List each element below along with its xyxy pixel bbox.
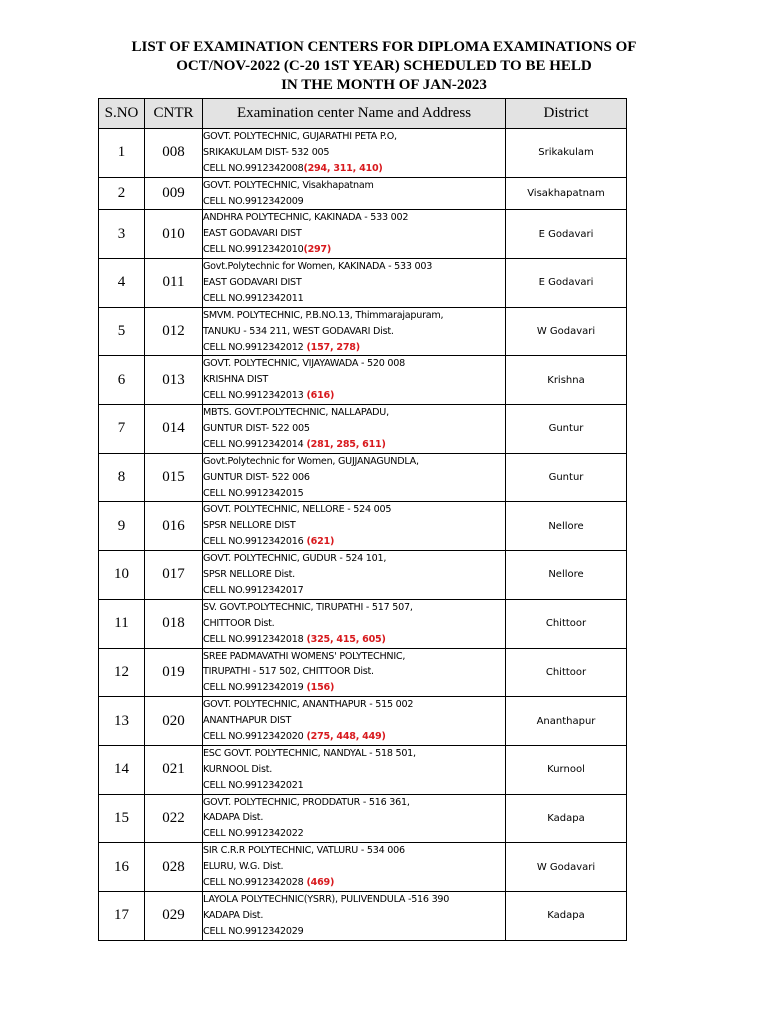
address-line-text: CELL NO.9912342013	[203, 390, 304, 402]
header-sno: S.NO	[99, 99, 145, 129]
row-district: W Godavari	[506, 307, 627, 356]
address-line	[203, 421, 505, 437]
address-line	[203, 275, 505, 291]
row-center-address	[203, 697, 506, 746]
row-district: Chittoor	[506, 648, 627, 697]
address-line	[203, 308, 505, 324]
table-row	[99, 697, 627, 746]
row-district: Ananthapur	[506, 697, 627, 746]
title-line-2: OCT/NOV-2022 (C-20 1ST YEAR) SCHEDULED TO BE HELD	[176, 58, 592, 74]
address-line	[203, 810, 505, 826]
row-cntr: 013	[145, 356, 203, 405]
address-line-text: KADAPA Dist.	[203, 909, 264, 921]
table-body	[99, 129, 627, 941]
address-line-text: Govt.Polytechnic for Women, GUJJANAGUNDLA,	[203, 455, 419, 467]
table-row	[99, 648, 627, 697]
address-line	[203, 567, 505, 583]
address-line	[203, 713, 505, 729]
address-line-text: GOVT. POLYTECHNIC, NELLORE - 524 005	[203, 504, 392, 516]
address-line	[203, 875, 505, 891]
row-district: W Godavari	[506, 843, 627, 892]
address-line-text: SPSR NELLORE DIST	[203, 520, 296, 532]
table-row	[99, 177, 627, 210]
address-line	[203, 534, 505, 550]
row-sno: 11	[99, 599, 145, 648]
address-line	[203, 194, 505, 210]
row-cntr: 022	[145, 794, 203, 843]
row-cntr: 008	[145, 129, 203, 178]
table-row	[99, 794, 627, 843]
address-line	[203, 388, 505, 404]
row-cntr: 009	[145, 177, 203, 210]
address-line	[203, 924, 505, 940]
row-sno: 2	[99, 177, 145, 210]
address-line-text: SMVM. POLYTECHNIC, P.B.NO.13, Thimmarajapuram,	[203, 309, 444, 321]
address-line	[203, 583, 505, 599]
address-line-text: CELL NO.9912342016	[203, 536, 304, 548]
address-line-text: CELL NO.9912342019	[203, 682, 304, 694]
row-center-address	[203, 307, 506, 356]
address-line	[203, 664, 505, 680]
row-district: E Godavari	[506, 210, 627, 259]
row-sno: 4	[99, 259, 145, 308]
address-line-text: TANUKU - 534 211, WEST GODAVARI Dist.	[203, 325, 394, 337]
address-line-text: CELL NO.9912342020	[203, 730, 304, 742]
row-center-address	[203, 794, 506, 843]
address-line	[203, 437, 505, 453]
address-line	[203, 616, 505, 632]
row-cntr: 016	[145, 502, 203, 551]
address-line-text: KURNOOL Dist.	[203, 763, 273, 775]
address-line-text: CELL NO.9912342015	[203, 487, 304, 499]
address-line	[203, 161, 505, 177]
address-line-text: CELL NO.9912342022	[203, 828, 304, 840]
center-codes-note: (616)	[303, 390, 335, 402]
row-sno: 10	[99, 551, 145, 600]
row-sno: 14	[99, 745, 145, 794]
address-line-text: ANDHRA POLYTECHNIC, KAKINADA - 533 002	[203, 212, 409, 224]
row-cntr: 018	[145, 599, 203, 648]
table-row	[99, 210, 627, 259]
row-cntr: 029	[145, 891, 203, 940]
page-title	[0, 38, 768, 95]
row-district: Nellore	[506, 502, 627, 551]
address-line	[203, 795, 505, 811]
address-line	[203, 680, 505, 696]
address-line	[203, 405, 505, 421]
table-row	[99, 307, 627, 356]
center-codes-note: (156)	[303, 682, 335, 694]
row-center-address	[203, 356, 506, 405]
row-district: Kurnool	[506, 745, 627, 794]
row-cntr: 012	[145, 307, 203, 356]
address-line-text: CELL NO.9912342011	[203, 292, 304, 304]
address-line-text: MBTS. GOVT.POLYTECHNIC, NALLAPADU,	[203, 407, 389, 419]
table-row	[99, 453, 627, 502]
address-line	[203, 892, 505, 908]
row-center-address	[203, 745, 506, 794]
center-codes-note: (294, 311, 410)	[303, 162, 383, 174]
address-line-text: EAST GODAVARI DIST	[203, 228, 302, 240]
header-cntr: CNTR	[145, 99, 203, 129]
row-cntr: 017	[145, 551, 203, 600]
address-line-text: GOVT. POLYTECHNIC, GUDUR - 524 101,	[203, 553, 387, 565]
address-line	[203, 145, 505, 161]
row-cntr: 019	[145, 648, 203, 697]
address-line-text: SV. GOVT.POLYTECHNIC, TIRUPATHI - 517 507,	[203, 601, 413, 613]
address-line	[203, 470, 505, 486]
address-line	[203, 356, 505, 372]
address-line-text: GOVT. POLYTECHNIC, ANANTHAPUR - 515 002	[203, 699, 414, 711]
row-district: Krishna	[506, 356, 627, 405]
address-line	[203, 226, 505, 242]
row-sno: 13	[99, 697, 145, 746]
address-line-text: SREE PADMAVATHI WOMENS' POLYTECHNIC,	[203, 650, 406, 662]
address-line	[203, 697, 505, 713]
address-line	[203, 291, 505, 307]
table-row	[99, 502, 627, 551]
row-district: Nellore	[506, 551, 627, 600]
address-line-text: GOVT. POLYTECHNIC, VIJAYAWADA - 520 008	[203, 358, 405, 370]
address-line-text: GOVT. POLYTECHNIC, PRODDATUR - 516 361,	[203, 796, 410, 808]
row-center-address	[203, 891, 506, 940]
table-row	[99, 405, 627, 454]
address-line-text: CELL NO.9912342009	[203, 195, 304, 207]
address-line-text: GOVT. POLYTECHNIC, GUJARATHI PETA P.O,	[203, 131, 397, 142]
table-row	[99, 843, 627, 892]
row-center-address	[203, 551, 506, 600]
center-codes-note: (275, 448, 449)	[303, 730, 386, 742]
table-row	[99, 356, 627, 405]
address-line-text: CELL NO.9912342017	[203, 584, 304, 596]
row-cntr: 010	[145, 210, 203, 259]
address-line-text: CHITTOOR Dist.	[203, 617, 275, 629]
row-sno: 1	[99, 129, 145, 178]
row-sno: 9	[99, 502, 145, 551]
row-district: Visakhapatnam	[506, 177, 627, 210]
row-district: E Godavari	[506, 259, 627, 308]
row-center-address	[203, 648, 506, 697]
address-line-text: ELURU, W.G. Dist.	[203, 861, 284, 873]
address-line-text: TIRUPATHI - 517 502, CHITTOOR Dist.	[203, 666, 374, 678]
row-district: Srikakulam	[506, 129, 627, 178]
table-row	[99, 259, 627, 308]
address-line-text: CELL NO.9912342008	[203, 162, 304, 174]
table-row	[99, 129, 627, 178]
address-line-text: LAYOLA POLYTECHNIC(YSRR), PULIVENDULA -516 390	[203, 893, 450, 905]
address-line	[203, 762, 505, 778]
row-center-address	[203, 177, 506, 210]
row-center-address	[203, 453, 506, 502]
row-center-address	[203, 843, 506, 892]
table-row	[99, 551, 627, 600]
row-sno: 15	[99, 794, 145, 843]
row-sno: 6	[99, 356, 145, 405]
address-line	[203, 210, 505, 226]
address-line	[203, 729, 505, 745]
address-line-text: SIR C.R.R POLYTECHNIC, VATLURU - 534 006	[203, 845, 405, 857]
row-district: Kadapa	[506, 891, 627, 940]
row-sno: 3	[99, 210, 145, 259]
row-sno: 16	[99, 843, 145, 892]
address-line-text: KRISHNA DIST	[203, 374, 269, 386]
row-sno: 17	[99, 891, 145, 940]
address-line-text: ANANTHAPUR DIST	[203, 715, 292, 727]
address-line-text: CELL NO.9912342012	[203, 341, 304, 353]
address-line-text: CELL NO.9912342028	[203, 876, 304, 888]
center-codes-note: (157, 278)	[303, 341, 360, 353]
address-line-text: CELL NO.9912342021	[203, 779, 304, 791]
row-district: Kadapa	[506, 794, 627, 843]
row-center-address	[203, 599, 506, 648]
address-line-text: SPSR NELLORE Dist.	[203, 569, 295, 581]
address-line	[203, 518, 505, 534]
address-line	[203, 551, 505, 567]
row-cntr: 011	[145, 259, 203, 308]
row-cntr: 014	[145, 405, 203, 454]
address-line-text: GOVT. POLYTECHNIC, Visakhapatnam	[203, 179, 374, 191]
row-center-address	[203, 502, 506, 551]
row-center-address	[203, 405, 506, 454]
address-line	[203, 908, 505, 924]
row-cntr: 015	[145, 453, 203, 502]
table-row	[99, 599, 627, 648]
header-center-address: Examination center Name and Address	[203, 99, 506, 129]
row-sno: 12	[99, 648, 145, 697]
address-line	[203, 129, 505, 145]
address-line	[203, 502, 505, 518]
address-line	[203, 859, 505, 875]
row-sno: 8	[99, 453, 145, 502]
row-district: Guntur	[506, 453, 627, 502]
address-line-text: CELL NO.9912342029	[203, 925, 304, 937]
address-line	[203, 649, 505, 665]
row-cntr: 028	[145, 843, 203, 892]
address-line	[203, 843, 505, 859]
address-line	[203, 600, 505, 616]
row-sno: 5	[99, 307, 145, 356]
exam-centers-table	[98, 98, 627, 941]
address-line	[203, 340, 505, 356]
table-row	[99, 745, 627, 794]
address-line	[203, 372, 505, 388]
row-district: Guntur	[506, 405, 627, 454]
address-line-text: CELL NO.9912342014	[203, 438, 304, 450]
title-line-1: LIST OF EXAMINATION CENTERS FOR DIPLOMA EXAMINATIONS OF	[131, 39, 637, 55]
address-line-text: SRIKAKULAM DIST- 532 005	[203, 146, 330, 158]
row-center-address	[203, 129, 506, 178]
center-codes-note: (297)	[303, 244, 331, 256]
address-line	[203, 826, 505, 842]
address-line-text: CELL NO.9912342010	[203, 244, 304, 256]
table-header-row	[99, 99, 627, 129]
row-center-address	[203, 259, 506, 308]
address-line-text: CELL NO.9912342018	[203, 633, 304, 645]
header-district: District	[506, 99, 627, 129]
address-line	[203, 259, 505, 275]
row-cntr: 020	[145, 697, 203, 746]
address-line	[203, 324, 505, 340]
address-line	[203, 778, 505, 794]
address-line	[203, 632, 505, 648]
address-line-text: Govt.Polytechnic for Women, KAKINADA - 533 003	[203, 261, 433, 273]
address-line-text: GUNTUR DIST- 522 005	[203, 423, 310, 435]
address-line-text: GUNTUR DIST- 522 006	[203, 471, 310, 483]
address-line	[203, 746, 505, 762]
address-line	[203, 178, 505, 194]
address-line-text: EAST GODAVARI DIST	[203, 277, 302, 289]
table-row	[99, 891, 627, 940]
address-line-text: ESC GOVT. POLYTECHNIC, NANDYAL - 518 501,	[203, 747, 416, 759]
address-line	[203, 454, 505, 470]
address-line-text: KADAPA Dist.	[203, 812, 264, 824]
row-cntr: 021	[145, 745, 203, 794]
center-codes-note: (281, 285, 611)	[303, 438, 386, 450]
address-line	[203, 242, 505, 258]
center-codes-note: (325, 415, 605)	[303, 633, 386, 645]
row-sno: 7	[99, 405, 145, 454]
address-line	[203, 486, 505, 502]
center-codes-note: (621)	[303, 536, 335, 548]
title-line-3: IN THE MONTH OF JAN-2023	[281, 77, 487, 93]
row-center-address	[203, 210, 506, 259]
row-district: Chittoor	[506, 599, 627, 648]
center-codes-note: (469)	[303, 876, 335, 888]
